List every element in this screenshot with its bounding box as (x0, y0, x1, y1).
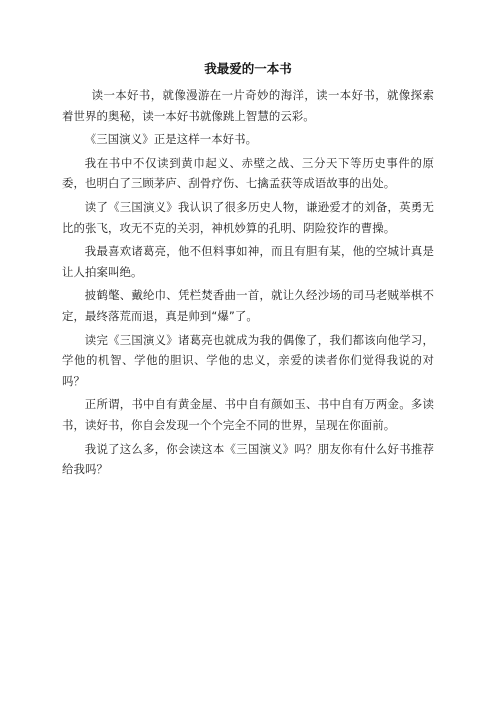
paragraph-4: 读了《三国演义》我认识了很多历史人物，谦逊爱才的刘备，英勇无比的张飞，攻无不克的关羽，神机妙算的孔明、阴险狡诈的曹操。 (62, 199, 434, 235)
paragraph-1: 读一本好书，就像漫游在一片奇妙的海洋，读一本好书，就像探索着世界的奥秘，读一本好书就像跳上智慧的云彩。 (62, 88, 434, 123)
document-page (62, 60, 434, 483)
paragraph-9: 我说了这么多，你会读这本《三国演义》吗？朋友你有什么好书推荐给我吗？ (62, 441, 434, 477)
paragraph-6: 披鹤氅、戴纶巾、凭栏焚香曲一首，就让久经沙场的司马老贼举棋不定，最终落荒而退，真是帅到“爆”了。 (62, 288, 434, 323)
paragraph-3: 我在书中不仅读到黄巾起义、赤壁之战、三分天下等历史事件的原委，也明白了三顾茅庐、刮骨疗伤、七擒孟获等成语故事的出处。 (62, 155, 434, 191)
paragraph-7: 读完《三国演义》诸葛亮也就成为我的偶像了，我们都该向他学习，学他的机智、学他的胆识、学他的忠义，亲爱的读者你们觉得我说的对吗？ (62, 332, 434, 388)
paragraph-5: 我最喜欢诸葛亮，他不但料事如神，而且有胆有某，他的空城计真是让人拍案叫绝。 (62, 244, 434, 279)
paragraph-8: 正所谓，书中自有黄金屋、书中自有颜如玉、书中自有万两金。多读书，读好书，你自会发现一个个完全不同的世界，呈现在你面前。 (62, 397, 434, 432)
page-title: 我最爱的一本书 (204, 61, 292, 76)
paragraph-2: 《三国演义》正是这样一本好书。 (84, 132, 258, 147)
